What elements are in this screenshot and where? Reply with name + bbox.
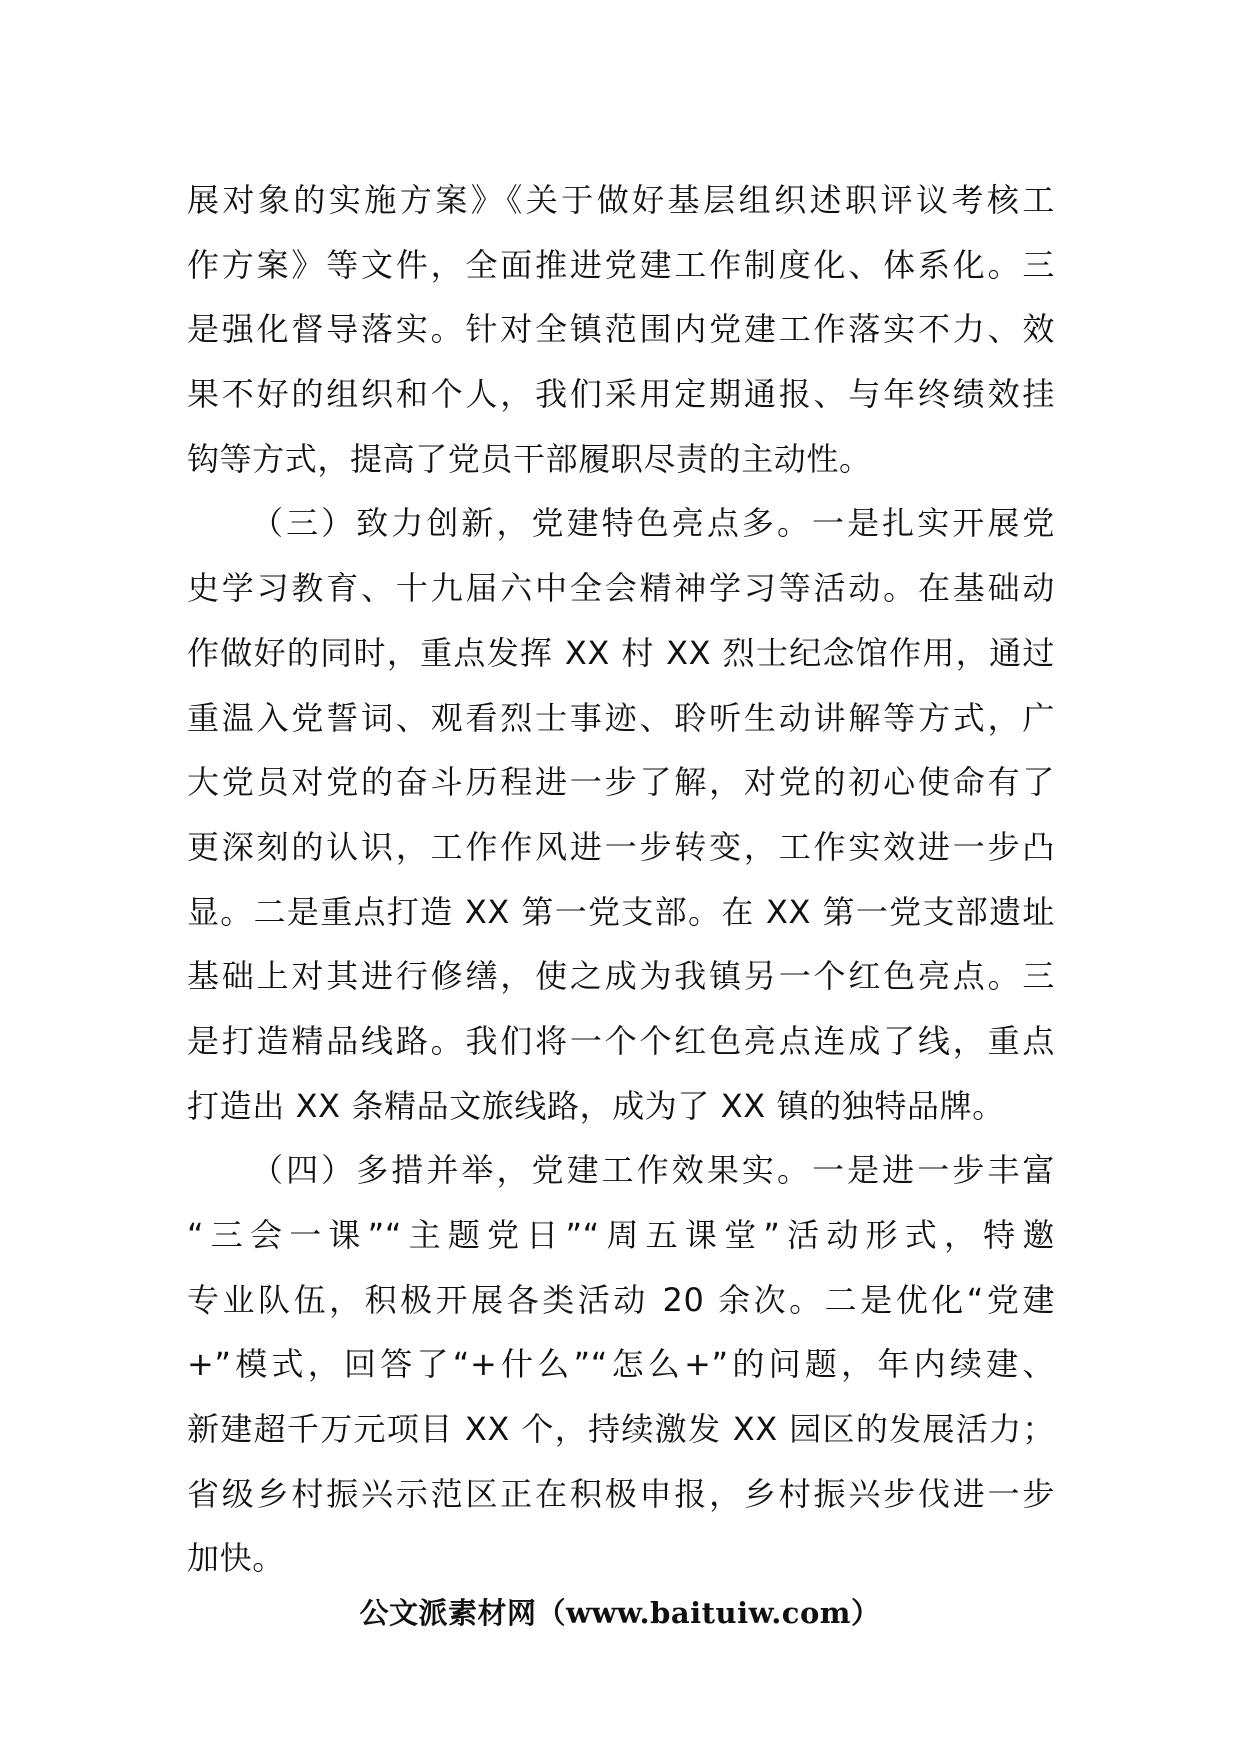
section-heading-line: （四）多措并举，党建工作效果实。一是进一步丰富 bbox=[251, 1151, 1055, 1190]
text-line: 果不好的组织和个人，我们采用定期通报、与年终绩效挂 bbox=[187, 375, 1055, 414]
text-line: 打造出 XX 条精品文旅线路，成为了 XX 镇的独特品牌。 bbox=[187, 1086, 1005, 1125]
text-line: 是强化督导落实。针对全镇范围内党建工作落实不力、效 bbox=[187, 310, 1055, 349]
text-line: 作做好的同时，重点发挥 XX 村 XX 烈士纪念馆作用，通过 bbox=[187, 633, 1055, 672]
text-line: +”模式，回答了“+什么”“怎么+”的问题，年内续建、 bbox=[187, 1345, 1055, 1384]
text-line: “三会一课”“主题党日”“周五课堂”活动形式，特邀 bbox=[187, 1216, 1055, 1254]
text-line: 新建超千万元项目 XX 个，持续激发 XX 园区的发展活力； bbox=[187, 1410, 1055, 1449]
footer-watermark: 公文派素材网（www.baituiw.com） bbox=[359, 1596, 881, 1630]
text-line: 加快。 bbox=[187, 1539, 285, 1578]
text-line: 省级乡村振兴示范区正在积极申报，乡村振兴步伐进一步 bbox=[187, 1474, 1055, 1513]
text-line: 展对象的实施方案》《关于做好基层组织述职评议考核工 bbox=[187, 181, 1055, 219]
text-line: 大党员对党的奋斗历程进一步了解，对党的初心使命有了 bbox=[187, 763, 1055, 802]
text-line: 史学习教育、十九届六中全会精神学习等活动。在基础动 bbox=[187, 569, 1055, 608]
text-line: 专业队伍，积极开展各类活动 20 余次。二是优化“党建 bbox=[187, 1280, 1055, 1319]
text-line: 基础上对其进行修缮，使之成为我镇另一个红色亮点。三 bbox=[187, 957, 1055, 996]
text-line: 显。二是重点打造 XX 第一党支部。在 XX 第一党支部遗址 bbox=[187, 892, 1055, 931]
text-line: 更深刻的认识，工作作风进一步转变，工作实效进一步凸 bbox=[187, 827, 1055, 866]
text-line: 是打造精品线路。我们将一个个红色亮点连成了线，重点 bbox=[187, 1021, 1055, 1060]
section-heading-line: （三）致力创新，党建特色亮点多。一是扎实开展党 bbox=[251, 504, 1055, 543]
text-line: 作方案》等文件，全面推进党建工作制度化、体系化。三 bbox=[187, 245, 1055, 284]
document-body bbox=[187, 168, 1055, 1591]
text-line: 钩等方式，提高了党员干部履职尽责的主动性。 bbox=[187, 439, 872, 478]
text-line: 重温入党誓词、观看烈士事迹、聆听生动讲解等方式，广 bbox=[187, 698, 1055, 737]
